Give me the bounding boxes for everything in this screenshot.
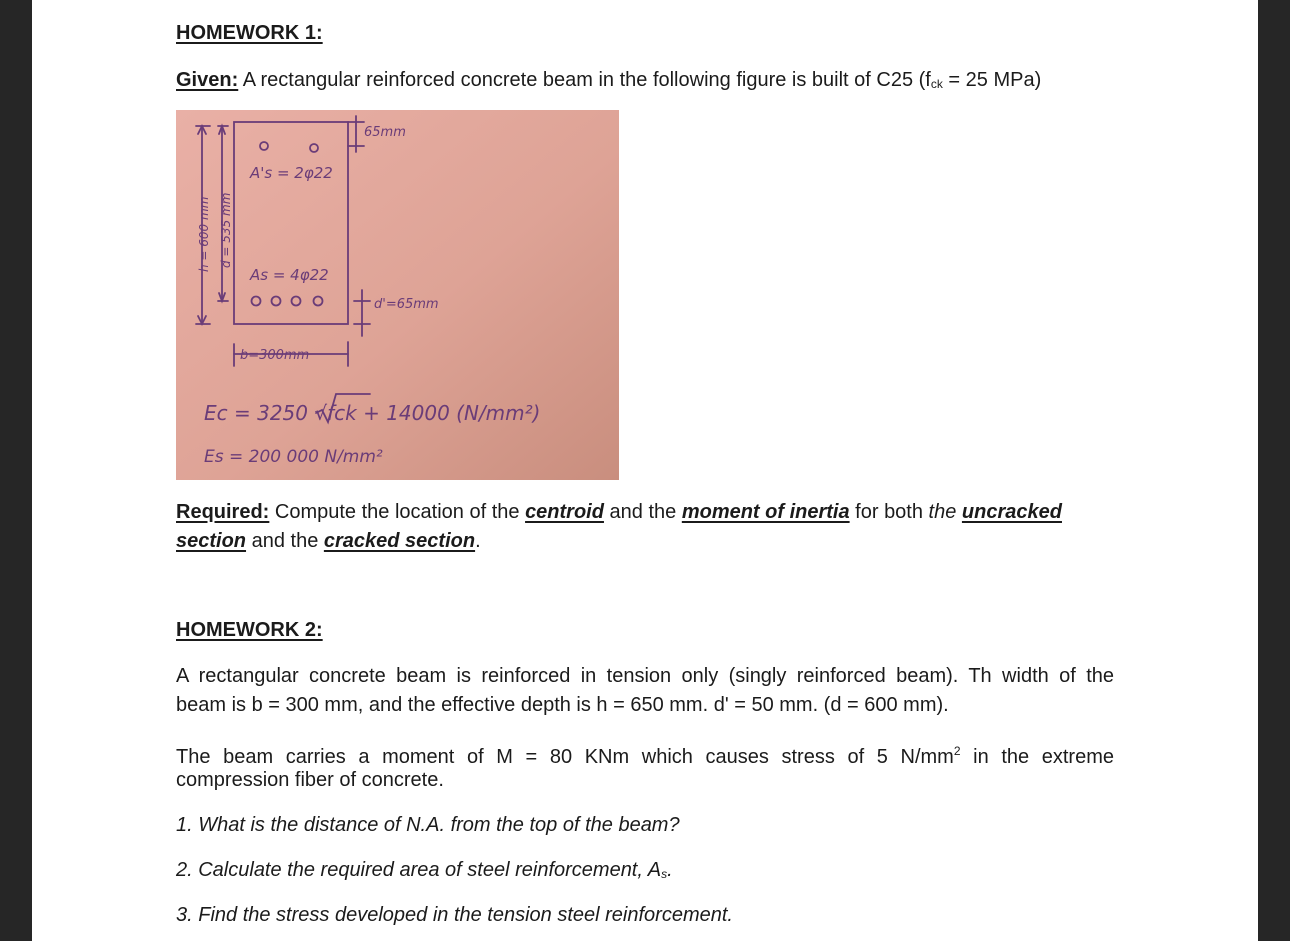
question-2-end: . bbox=[667, 859, 673, 881]
required-text-3: for both bbox=[849, 501, 929, 523]
given-text-end: = 25 MPa) bbox=[942, 69, 1042, 91]
hw2-para2-line2: compression fiber of concrete. bbox=[176, 769, 444, 791]
homework-1-title: HOMEWORK 1: bbox=[176, 22, 323, 44]
hw2-para1-line1: A rectangular concrete beam is reinforced in tension only (singly reinforced beam). Th width of the bbox=[176, 665, 1114, 687]
cracked-section-term: cracked section bbox=[323, 530, 476, 552]
hw2-para1-line2: beam is b = 300 mm, and the effective depth is h = 650 mm. dʹ = 50 mm. (d = 600 mm). bbox=[176, 694, 949, 716]
mm-squared-superscript: 2 bbox=[953, 744, 961, 758]
compression-steel-label: A's = 2φ22 bbox=[250, 164, 333, 182]
hw2-para2-text-b: in the extreme bbox=[960, 746, 1114, 768]
question-2-text: 2. Calculate the required area of steel reinforcement, A bbox=[176, 859, 662, 881]
ec-formula: Ec = 3250 √fck + 14000 (N/mm²) bbox=[204, 401, 541, 425]
fck-subscript: ck bbox=[930, 77, 943, 91]
bottom-cover-label: d'=65mm bbox=[374, 297, 439, 312]
given-label: Given: bbox=[176, 69, 239, 91]
uncracked-term: uncracked bbox=[961, 501, 1062, 523]
width-label: b=300mm bbox=[240, 348, 310, 363]
required-text-the: the bbox=[928, 501, 957, 523]
h-label: h = 600 mm bbox=[197, 196, 211, 272]
top-cover-label: 65mm bbox=[364, 125, 406, 140]
as-subscript: s bbox=[661, 867, 668, 881]
beam-sketch bbox=[176, 110, 619, 480]
required-text-6: . bbox=[475, 530, 481, 552]
question-2 bbox=[176, 856, 1114, 889]
required-paragraph bbox=[176, 498, 1114, 527]
question-1: 1. What is the distance of N.A. from the top of the beam? bbox=[176, 814, 680, 836]
required-text-1: Compute the location of the bbox=[269, 501, 526, 523]
es-formula: Es = 200 000 N/mm² bbox=[204, 447, 383, 467]
required-label: Required: bbox=[176, 501, 270, 523]
d-label: d = 535 mm bbox=[219, 192, 233, 268]
beam-figure bbox=[176, 110, 619, 480]
hw2-para2-text-a: The beam carries a moment of M = 80 KNm which causes stress of 5 N/mm bbox=[176, 746, 954, 768]
given-text: A rectangular reinforced concrete beam in the following figure is built of C25 (f bbox=[238, 69, 931, 91]
moment-of-inertia-term: moment of inertia bbox=[681, 501, 850, 523]
required-text-2: and the bbox=[603, 501, 682, 523]
centroid-term: centroid bbox=[525, 501, 604, 523]
question-3: 3. Find the stress developed in the tension steel reinforcement. bbox=[176, 904, 733, 926]
homework-2-title: HOMEWORK 2: bbox=[176, 619, 323, 641]
uncracked-section-term: section bbox=[176, 530, 247, 552]
required-text-5: and the bbox=[246, 530, 324, 552]
document-page bbox=[32, 0, 1258, 941]
required-paragraph-line-2 bbox=[176, 527, 1114, 556]
given-paragraph bbox=[176, 66, 1114, 99]
tension-steel-label: As = 4φ22 bbox=[250, 266, 329, 284]
